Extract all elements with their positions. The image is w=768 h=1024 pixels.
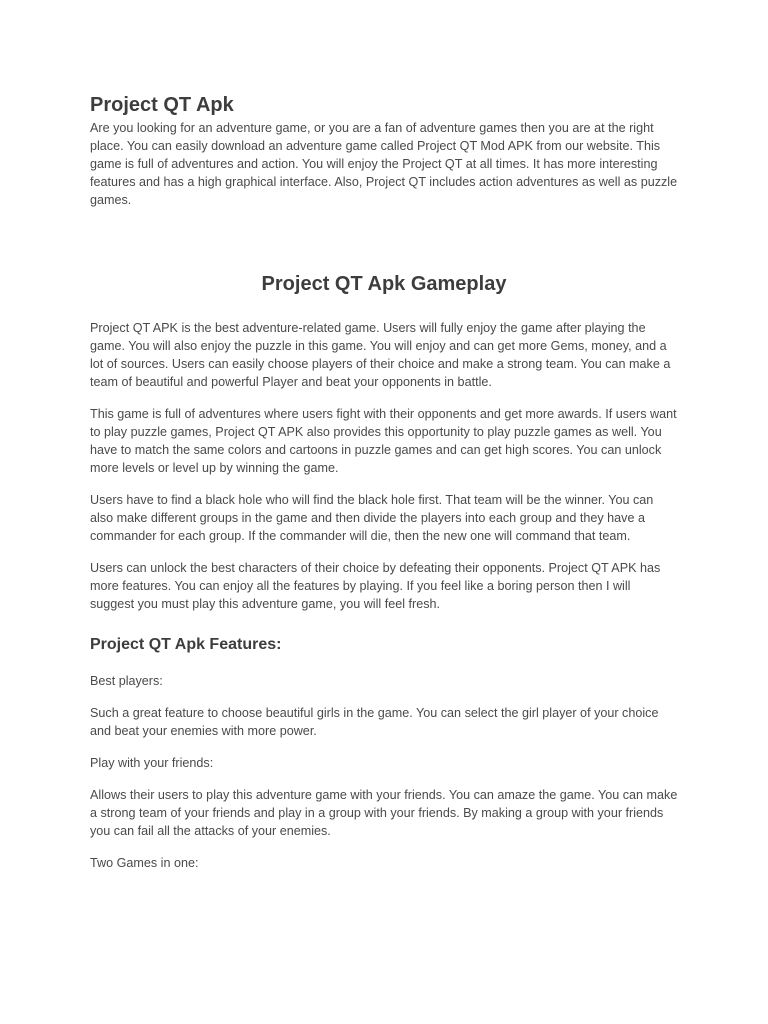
gameplay-paragraph: Users have to find a black hole who will find the black hole first. That team will be the winner. You can also make different groups in the game and then divide the players into each group and they have a commander for each group. If the commander will die, then the new one will command that team.	[90, 493, 654, 543]
gameplay-heading: Project QT Apk Gameplay	[261, 273, 507, 295]
feature-subheading: Two Games in one:	[90, 856, 199, 870]
feature-description: Allows their users to play this adventure game with your friends. You can amaze the game. You can make a strong team of your friends and play in a group with your friends. By making a group with your friends you can fail all the attacks of your enemies.	[90, 788, 678, 838]
gameplay-paragraph: This game is full of adventures where users fight with their opponents and get more awards. If users want to play puzzle games, Project QT APK also provides this opportunity to play puzzle games as well. You have to match the same colors and cartoons in puzzle games and can get high scores. You can unlock more levels or level up by winning the game.	[90, 407, 677, 475]
gameplay-paragraph: Users can unlock the best characters of their choice by defeating their opponents. Project QT APK has more features. You can enjoy all the features by playing. If you feel like a boring person then I will suggest you must play this adventure game, you will feel fresh.	[90, 561, 661, 611]
page-title: Project QT Apk	[90, 94, 234, 116]
intro-paragraph: Are you looking for an adventure game, or you are a fan of adventure games then you are at the right place. You can easily download an adventure game called Project QT Mod APK from our website. This game is full of adventures and action. You will enjoy the Project QT at all times. It has more interesting features and has a high graphical interface. Also, Project QT includes action adventures as well as puzzle games.	[90, 121, 678, 207]
feature-subheading: Best players:	[90, 674, 163, 688]
feature-description: Such a great feature to choose beautiful girls in the game. You can select the girl player of your choice and beat your enemies with more power.	[90, 706, 659, 738]
gameplay-paragraph: Project QT APK is the best adventure-related game. Users will fully enjoy the game after playing the game. You will also enjoy the puzzle in this game. You will enjoy and can get more Gems, money, and a lot of sources. Users can easily choose players of their choice and make a strong team. You can make a team of beautiful and powerful Player and beat your opponents in battle.	[90, 321, 671, 389]
features-heading: Project QT Apk Features:	[90, 636, 282, 653]
feature-subheading: Play with your friends:	[90, 756, 214, 770]
